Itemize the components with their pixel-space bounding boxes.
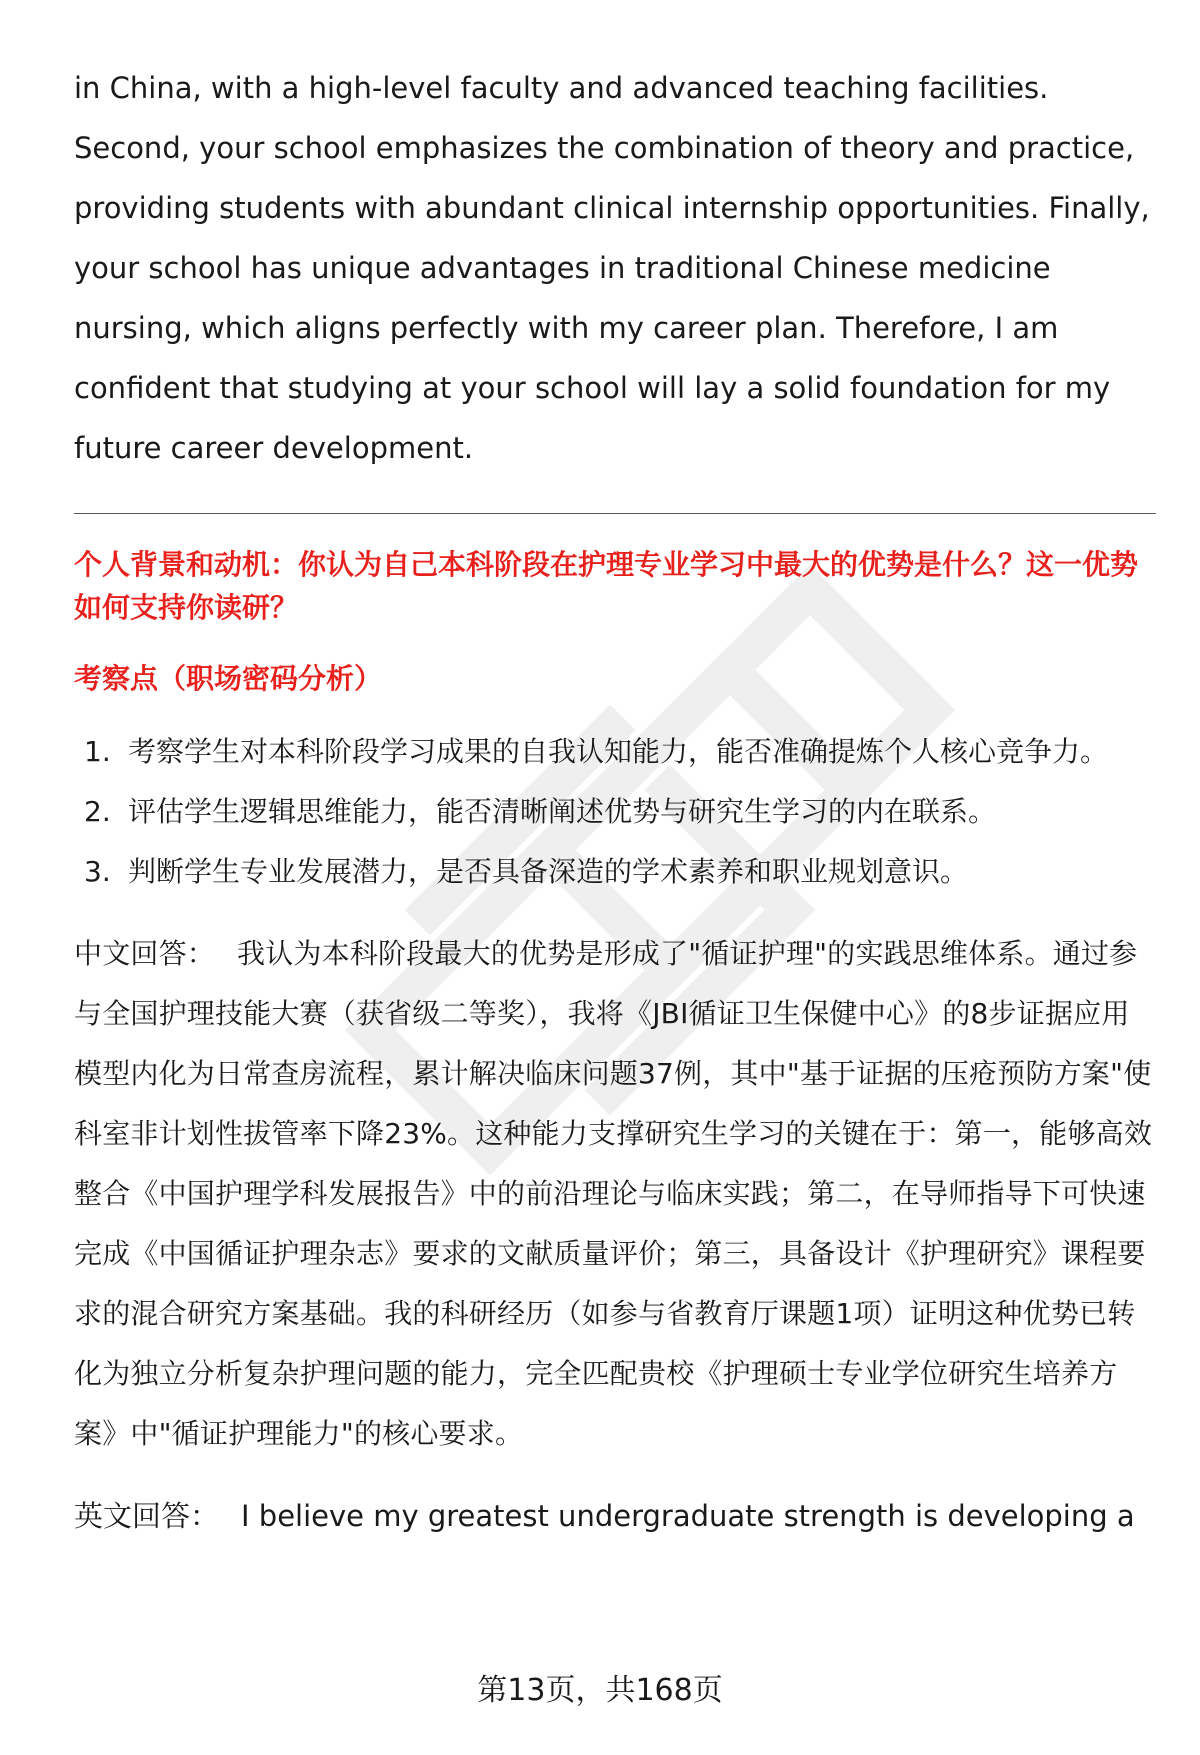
assessment-heading: 考察点（职场密码分析） — [74, 662, 383, 695]
intro-paragraph: in China, with a high-level faculty and advanced teaching facilities. Second, your school emphasizes the combination of theory and practice, providing students with abundant clinical internship opportunities. Finally, your school has unique advantages in traditional Chinese medicine nursing, which aligns perfectly with my career plan. Therefore, I am confident that studying at your school will lay a solid foundation for my future career development. — [74, 71, 1150, 465]
section-divider — [74, 513, 1156, 514]
english-answer — [74, 1486, 1154, 1546]
list-item-number: 2. — [84, 795, 111, 828]
chinese-answer-label: 中文回答： — [74, 937, 216, 970]
english-answer-label: 英文回答： — [74, 1499, 220, 1533]
list-item — [74, 722, 1154, 782]
english-answer-text: I believe my greatest undergraduate strength is developing a — [241, 1499, 1135, 1533]
list-item — [74, 782, 1154, 842]
list-item-text: 考察学生对本科阶段学习成果的自我认知能力，能否准确提炼个人核心竞争力。 — [128, 735, 1109, 768]
chinese-answer-text: 我认为本科阶段最大的优势是形成了"循证护理"的实践思维体系。通过参与全国护理技能大赛（获省级二等奖），我将《JBI循证卫生保健中心》的8步证据应用模型内化为日常查房流程，累计解决临床问题37例，其中"基于证据的压疮预防方案"使科室非计划性拔管率下降23%。这种能力支撑研究生学习的关键在于：第一，能够高效整合《中国护理学科发展报告》中的前沿理论与临床实践；第二，在导师指导下可快速完成《中国循证护理杂志》要求的文献质量评价；第三，具备设计《护理研究》课程要求的混合研究方案基础。我的科研经历（如参与省教育厅课题1项）证明这种优势已转化为独立分析复杂护理问题的能力，完全匹配贵校《护理硕士专业学位研究生培养方案》中"循证护理能力"的核心要求。 — [74, 937, 1153, 1450]
list-item-number: 3. — [84, 855, 111, 888]
assessment-list — [74, 722, 1154, 902]
page-content — [74, 58, 1154, 1546]
list-item — [74, 842, 1154, 902]
interview-question: 个人背景和动机：你认为自己本科阶段在护理专业学习中最大的优势是什么？这一优势如何支持你读研？ — [74, 548, 1139, 624]
chinese-answer — [74, 924, 1154, 1464]
page-number-footer: 第13页，共168页 — [477, 1673, 723, 1708]
list-item-text: 评估学生逻辑思维能力，能否清晰阐述优势与研究生学习的内在联系。 — [128, 795, 997, 828]
list-item-number: 1. — [84, 735, 111, 768]
list-item-text: 判断学生专业发展潜力，是否具备深造的学术素养和职业规划意识。 — [128, 855, 969, 888]
